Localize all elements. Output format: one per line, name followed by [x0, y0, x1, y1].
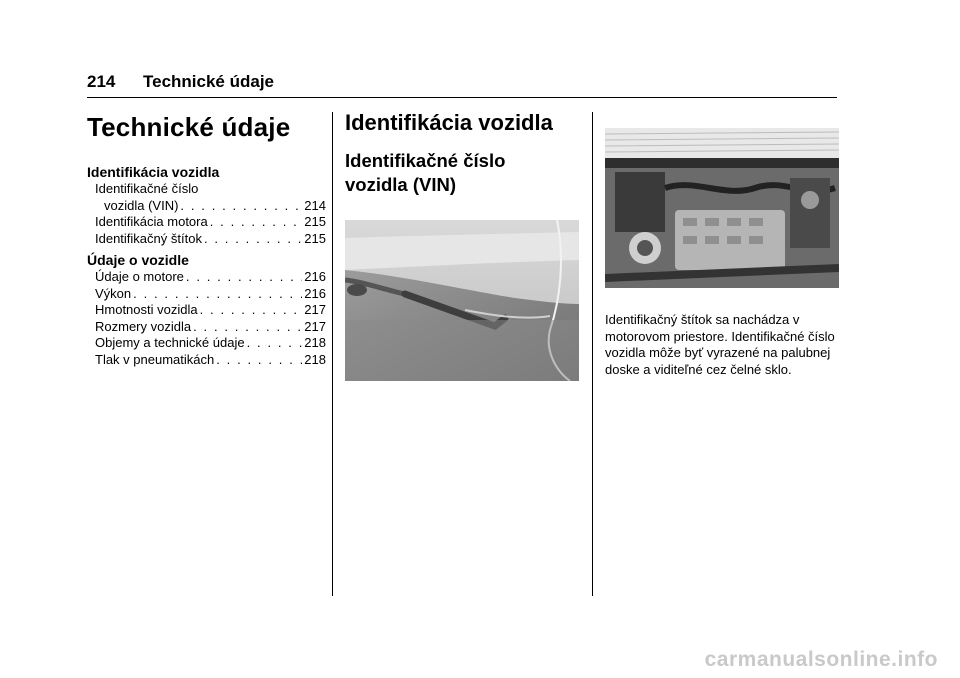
toc-item-page: 218 [304, 335, 326, 350]
engine-bay-illustration [605, 128, 839, 288]
toc-item-page: 215 [304, 230, 326, 246]
toc-section-title: Údaje o vozidle [87, 252, 189, 268]
toc-item-label: Hmotnosti vozidla [95, 302, 198, 317]
watermark: carmanualsonline.info [704, 648, 938, 671]
toc-item[interactable] [95, 352, 326, 369]
toc-item-label: vozidla (VIN) [104, 197, 179, 213]
toc-item[interactable] [95, 319, 326, 336]
page-number: 214 [87, 72, 116, 91]
section-title: Identifikácia vozidla [345, 110, 553, 135]
toc-leader [210, 214, 303, 229]
toc-item[interactable] [95, 286, 326, 303]
toc-item-page: 215 [304, 214, 326, 229]
toc-leader [200, 302, 303, 317]
caption-text: Identifikačný štítok sa nachádza v motorovom priestore. Identifikačné číslo vozidla môže byť vyrazené na palubnej doske a viditeľné cez čelné sklo. [605, 312, 835, 377]
toc-item[interactable] [95, 214, 326, 231]
toc-leader [247, 335, 303, 350]
toc-item-page: 216 [304, 269, 326, 284]
toc-list [95, 269, 326, 368]
toc-item-label: Identifikačné číslo [95, 181, 199, 196]
toc-item-label: Objemy a technické údaje [95, 335, 245, 350]
toc-item-label: Rozmery vozidla [95, 318, 192, 334]
toc-item-page: 216 [304, 285, 326, 301]
chapter-title: Technické údaje [87, 112, 291, 142]
toc-item-page: 217 [304, 302, 326, 317]
toc-item-label: Identifikácia motora [95, 214, 208, 229]
toc-item-label: Výkon [95, 285, 132, 301]
column-divider-right [592, 112, 593, 596]
toc-item[interactable] [95, 198, 326, 215]
toc-leader [180, 198, 302, 213]
toc-item[interactable] [95, 231, 326, 248]
vin-windshield-photo [345, 220, 579, 381]
toc-leader [216, 352, 302, 367]
toc-item[interactable] [95, 269, 326, 286]
toc-leader [186, 269, 302, 284]
engine-bay-photo [605, 128, 839, 288]
running-header [87, 72, 274, 92]
toc-leader [204, 231, 302, 246]
header-rule [87, 97, 837, 98]
header-title: Technické údaje [143, 72, 275, 91]
toc-item-label: Tlak v pneumatikách [95, 351, 215, 367]
toc-section-title: Identifikácia vozidla [87, 164, 220, 180]
column-divider-left [332, 112, 333, 596]
toc-list [95, 181, 326, 247]
toc-leader [193, 319, 302, 334]
toc-item[interactable] [95, 335, 326, 352]
toc-item[interactable] [95, 302, 326, 319]
subsection-title: Identifikačné číslo vozidla (VIN) [345, 150, 506, 195]
toc-leader [133, 286, 302, 301]
toc-item-label: Údaje o motore [95, 269, 184, 284]
toc-item-page: 214 [304, 197, 326, 213]
toc-item-label: Identifikačný štítok [95, 230, 202, 246]
windshield-illustration [345, 220, 579, 381]
toc-item-page: 218 [304, 351, 326, 367]
toc-item-page: 217 [304, 318, 326, 334]
